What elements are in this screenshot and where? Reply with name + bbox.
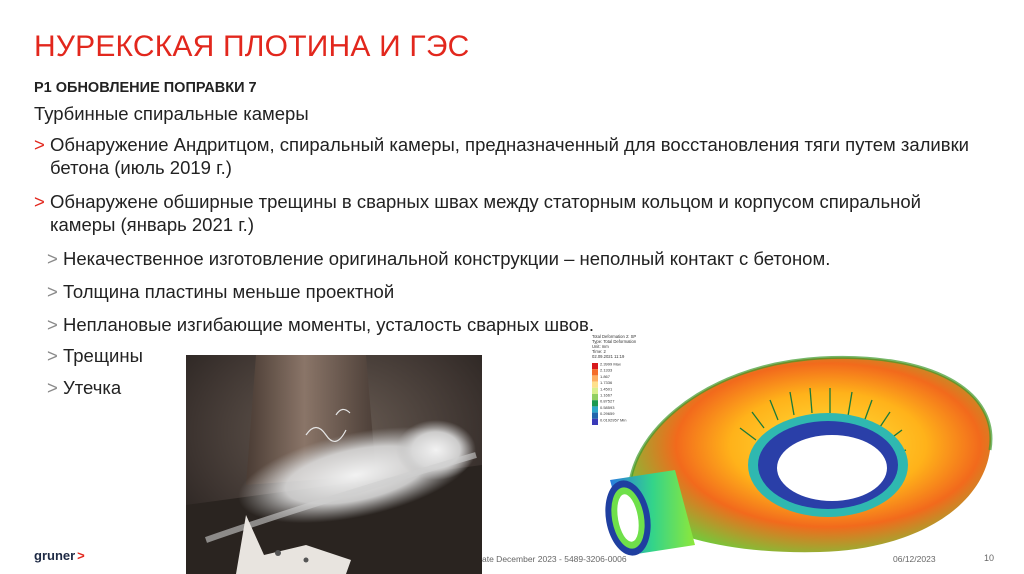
legend-color-swatch	[592, 382, 598, 388]
sub-bullet-arrow-icon: >	[47, 281, 58, 302]
legend-color-swatch	[592, 363, 598, 369]
legend-header-line: Type: Total Deformation	[592, 339, 637, 344]
legend-level-label: 2.1333	[600, 367, 613, 373]
legend-level-label: 0.87527	[600, 398, 615, 404]
legend-color-swatch	[592, 419, 598, 425]
legend-level-label: 1.4501	[600, 386, 613, 392]
bullet-text: Обнаружене обширные трещины в сварных швах между статорным кольцом и корпусом спиральной камеры (январь 2021 г.)	[50, 191, 921, 235]
legend-level-label: 0.0192957 Min	[600, 417, 627, 423]
page-number: 10	[984, 553, 995, 563]
sub-bullet-item	[47, 247, 983, 270]
legend-color-swatch	[592, 413, 598, 419]
bullet-item	[34, 190, 990, 236]
legend-level-label: 1.7336	[600, 380, 613, 386]
legend-level-label: 1.1667	[600, 392, 613, 398]
legend-level-label: 0.58593	[600, 404, 615, 410]
sub-bullet-text: Неплановые изгибающие моменты, усталость сварных швов.	[63, 314, 595, 335]
slide-title: НУРЕКСКАЯ ПЛОТИНА И ГЭС	[34, 30, 470, 63]
legend-header-line: Total Deformation 2: SP	[592, 334, 637, 339]
slide-subtitle: P1 ОБНОВЛЕНИЕ ПОПРАВКИ 7	[34, 80, 257, 96]
fea-legend	[592, 334, 637, 425]
sub-bullet-text: Некачественное изготовление оригинальной конструкции – неполный контакт с бетоном.	[63, 248, 831, 269]
legend-color-swatch	[592, 375, 598, 381]
bullet-arrow-icon: >	[34, 191, 45, 212]
legend-level-label: 2.3999 Max	[600, 361, 621, 367]
bullet-item	[34, 133, 990, 179]
logo-chevron-icon: >	[77, 548, 85, 563]
sub-bullet-text: Трещины	[63, 345, 143, 366]
crack-photo	[186, 355, 482, 574]
company-logo	[34, 548, 85, 563]
legend-color-swatch	[592, 388, 598, 394]
section-heading: Турбинные спиральные камеры	[34, 103, 309, 124]
sub-bullet-arrow-icon: >	[47, 314, 58, 335]
fea-render	[590, 330, 1010, 560]
sub-bullet-text: Утечка	[63, 377, 122, 398]
footer-document-info: ate December 2023 - 5489-3206-0006	[482, 554, 627, 564]
sub-bullet-arrow-icon: >	[47, 377, 58, 398]
crack-photo-graphic	[186, 355, 482, 574]
legend-color-swatch	[592, 394, 598, 400]
legend-header-line: Unit: mm	[592, 344, 609, 349]
sub-bullet-item	[47, 280, 983, 303]
sub-bullet-arrow-icon: >	[47, 248, 58, 269]
legend-color-swatch	[592, 369, 598, 375]
spiral-casing-fea-graphic	[590, 330, 1010, 560]
sub-bullet-text: Толщина пластины меньше проектной	[63, 281, 395, 302]
legend-color-swatch	[592, 406, 598, 412]
sub-bullet-arrow-icon: >	[47, 345, 58, 366]
legend-header-line: 02.09.2021 11:19	[592, 354, 625, 359]
bullet-arrow-icon: >	[34, 134, 45, 155]
legend-header-line: Time: 2	[592, 349, 606, 354]
footer-date: 06/12/2023	[893, 554, 936, 564]
bullet-text: Обнаружение Андритцом, спиральный камеры, предназначенный для восстановления тяги путем заливки бетона (июль 2019 г.)	[50, 134, 970, 178]
legend-color-swatch	[592, 400, 598, 406]
legend-level-label: 0.29659	[600, 411, 615, 417]
legend-level-label: 1.867	[600, 373, 611, 379]
logo-text: gruner	[34, 548, 76, 563]
